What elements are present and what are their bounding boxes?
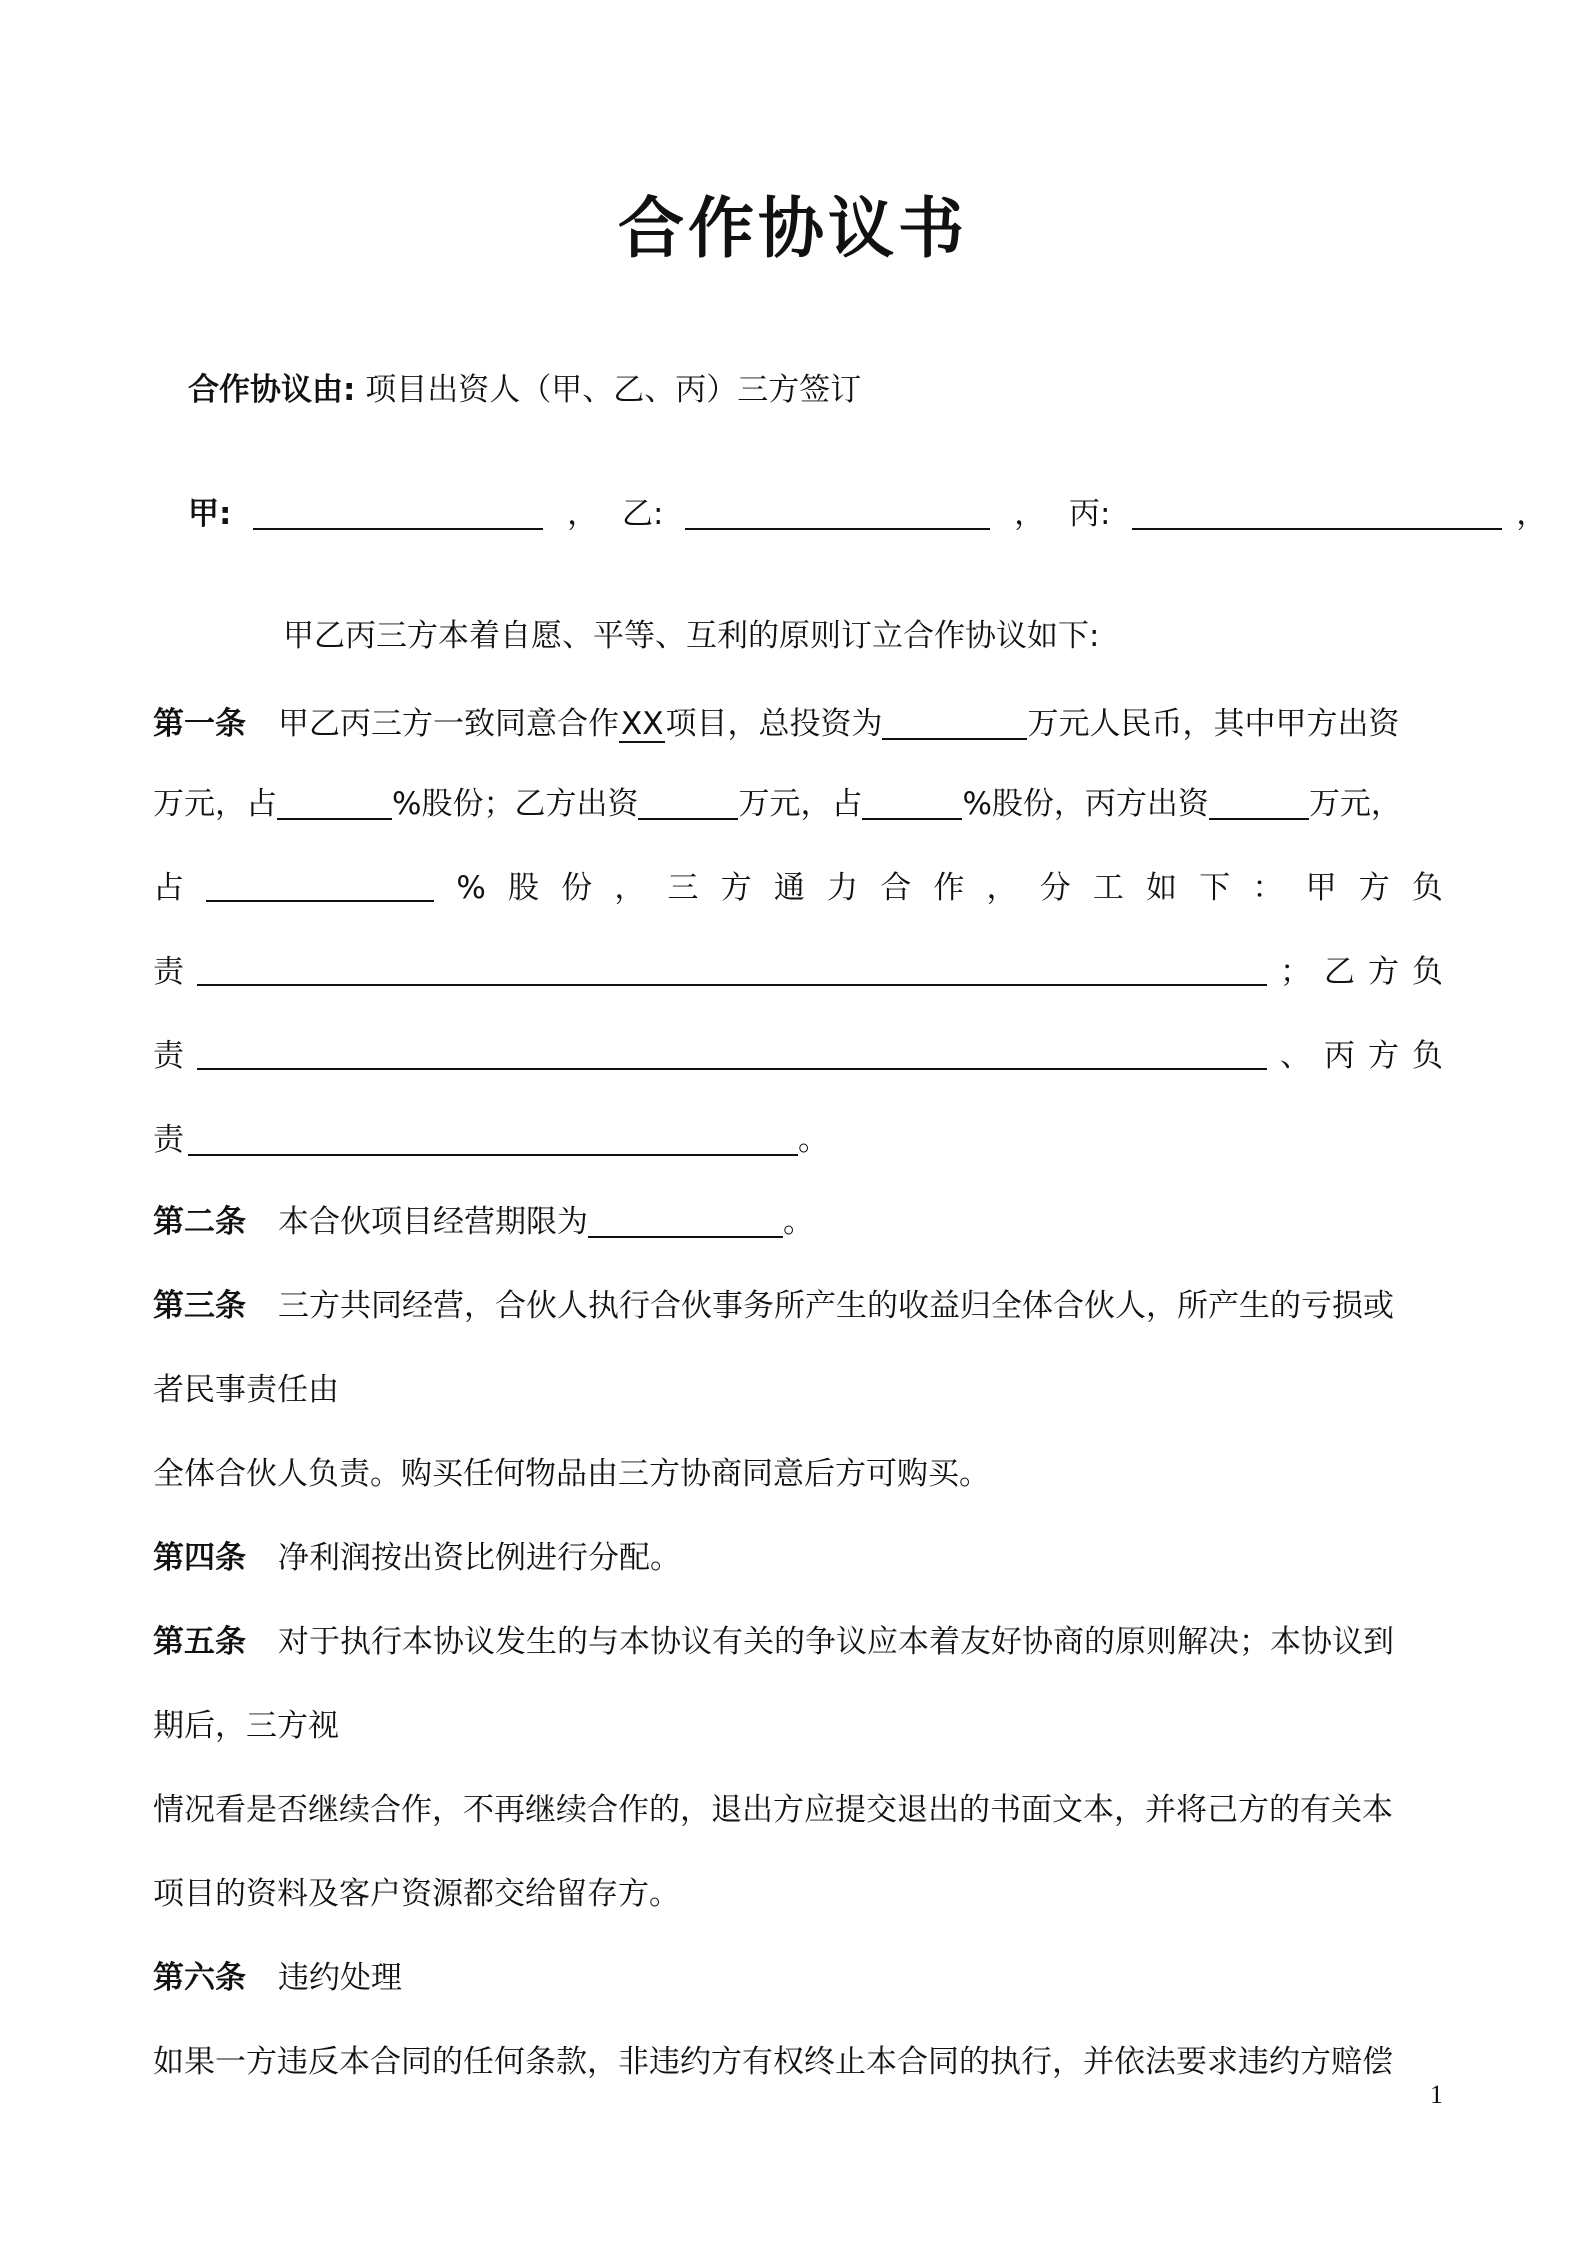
article-1-label: 第一条 <box>153 706 246 742</box>
preamble: 甲乙丙三方本着自愿、平等、互利的原则订立合作协议如下: <box>283 618 1100 654</box>
char: 工 <box>1092 870 1124 906</box>
parties-line <box>188 492 1547 536</box>
char: ， <box>986 870 1018 906</box>
article-5-line-3: 情况看是否继续合作，不再继续合作的，退出方应提交退出的书面文本，并将己方的有关本 <box>153 1792 1393 1828</box>
text: 责 <box>153 1122 184 1158</box>
article-6-line-2: 如果一方违反本合同的任何条款，非违约方有权终止本合同的执行，并依法要求违约方赔偿 <box>153 2044 1393 2080</box>
party-a-share-blank[interactable] <box>277 784 392 820</box>
intro-label: 合作协议由: <box>188 372 356 408</box>
party-sep-1: ， <box>567 496 599 532</box>
text: 对于执行本协议发生的与本协议有关的争议应本着友好协商的原则解决；本协议到 <box>278 1624 1394 1660</box>
text: 责 <box>153 954 184 990</box>
total-investment-blank[interactable] <box>882 704 1027 740</box>
text: %股份；乙方出资 <box>392 786 639 822</box>
article-4 <box>153 1536 681 1580</box>
article-6-line-1 <box>153 1956 402 2000</box>
party-a-blank[interactable] <box>253 494 543 530</box>
party-c-label: 丙: <box>1069 496 1111 532</box>
char: 方 <box>1368 1038 1399 1074</box>
char: 分 <box>1039 870 1071 906</box>
party-a-duty-blank[interactable] <box>197 950 1267 986</box>
char: ； <box>1280 954 1311 990</box>
party-c-investment-blank[interactable] <box>1209 784 1309 820</box>
text: 。 <box>798 1122 829 1158</box>
char: 甲 <box>1305 870 1337 906</box>
char: 方 <box>1368 954 1399 990</box>
char: 负 <box>1412 954 1443 990</box>
party-b-investment-blank[interactable] <box>638 784 738 820</box>
text: 万元， <box>1308 786 1402 822</box>
text: 项目，总投资为 <box>665 706 883 742</box>
intro-line <box>188 368 861 412</box>
party-sep-2: ， <box>1014 496 1046 532</box>
article-6-label: 第六条 <box>153 1960 246 1996</box>
char: 作 <box>933 870 965 906</box>
intro-text: 项目出资人（甲、乙、丙）三方签订 <box>365 372 862 408</box>
char: 方 <box>720 870 752 906</box>
party-end: ， <box>1516 496 1548 532</box>
article-1-line-6 <box>153 1118 829 1162</box>
article-3-line-1 <box>153 1284 1394 1328</box>
char: 负 <box>1412 1038 1443 1074</box>
text: 净利润按出资比例进行分配。 <box>278 1540 681 1576</box>
char: 方 <box>1358 870 1390 906</box>
text: 三方共同经营，合伙人执行合伙事务所产生的收益归全体合伙人，所产生的亏损或 <box>278 1288 1394 1324</box>
party-a-label: 甲: <box>188 496 232 532</box>
char: ： <box>1252 870 1284 906</box>
article-2-label: 第二条 <box>153 1204 246 1240</box>
party-b-duty-blank[interactable] <box>197 1034 1267 1070</box>
article-1-line-2 <box>153 782 1402 826</box>
party-b-label: 乙: <box>621 496 664 532</box>
char: 下 <box>1199 870 1231 906</box>
text: 本合伙项目经营期限为 <box>278 1204 588 1240</box>
article-5-label: 第五条 <box>153 1624 246 1660</box>
party-c-share-blank[interactable] <box>206 866 434 902</box>
party-c-blank[interactable] <box>1132 494 1502 530</box>
text: 万元，占 <box>153 786 277 822</box>
text: 万元人民币，其中甲方出资 <box>1027 706 1400 742</box>
term-blank[interactable] <box>588 1202 783 1238</box>
text: %股份，丙方出资 <box>962 786 1209 822</box>
char: ， <box>614 870 646 906</box>
text: 。 <box>783 1204 814 1240</box>
char: 合 <box>880 870 912 906</box>
char: 三 <box>667 870 699 906</box>
party-b-blank[interactable] <box>685 494 990 530</box>
article-3-label: 第三条 <box>153 1288 246 1324</box>
text: 占 <box>153 870 184 906</box>
char: 丙 <box>1324 1038 1355 1074</box>
text: 甲乙丙三方一致同意合作 <box>278 706 619 742</box>
page-number: 1 <box>1430 2080 1443 2109</box>
article-1-line-1 <box>153 702 1399 746</box>
char: 乙 <box>1324 954 1355 990</box>
article-4-label: 第四条 <box>153 1540 246 1576</box>
article-5-line-4: 项目的资料及客户资源都交给留存方。 <box>153 1876 680 1912</box>
char: 通 <box>773 870 805 906</box>
char: 、 <box>1280 1038 1311 1074</box>
article-5-line-2: 期后，三方视 <box>153 1708 339 1744</box>
article-1-line-5 <box>153 1034 1443 1078</box>
text: 责 <box>153 1038 184 1074</box>
article-1-line-3 <box>153 866 1443 910</box>
char: 如 <box>1146 870 1178 906</box>
text: 违约处理 <box>278 1960 402 1996</box>
article-5-line-1 <box>153 1620 1394 1664</box>
text: 万元，占 <box>738 786 863 822</box>
project-name-underlined: XX <box>621 706 664 742</box>
char: % <box>456 870 486 906</box>
article-2 <box>153 1200 814 1244</box>
article-3-line-2: 者民事责任由 <box>153 1372 339 1408</box>
article-1-line-4 <box>153 950 1443 994</box>
char: 股 <box>507 870 539 906</box>
party-c-duty-blank[interactable] <box>188 1120 798 1156</box>
char: 力 <box>827 870 859 906</box>
char: 份 <box>561 870 593 906</box>
article-3-line-3: 全体合伙人负责。购买任何物品由三方协商同意后方可购买。 <box>153 1456 990 1492</box>
document-title: 合作协议书 <box>618 190 968 267</box>
party-b-share-blank[interactable] <box>862 784 962 820</box>
char: 负 <box>1411 870 1443 906</box>
